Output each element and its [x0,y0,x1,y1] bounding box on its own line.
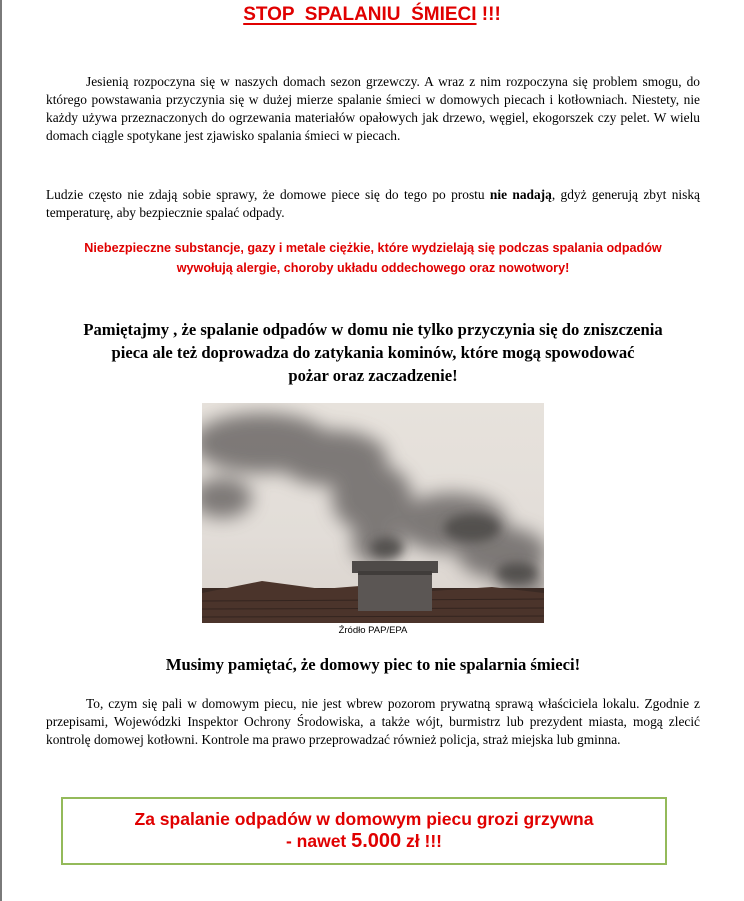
page-title [0,4,744,26]
health-warning [40,238,706,278]
inspection-paragraph: To, czym się pali w domowym piecu, nie jest wbrew pozorom prywatną sprawą właściciela lokalu. Zgodnie z przepisami, Wojewódzki Inspektor Ochrony Środowiska, a także wójt, burmistrz lub prezydent miasta, mogą zlecić kontrolę domowej kotłowni. Kontrole ma prawo przeprowadzać również policja, straż miejska lub gminna. [46,696,700,747]
fine-line-1: Za spalanie odpadów w domowym piecu grozi grzywna [134,809,594,829]
chimney-smoke-photo [202,403,544,623]
health-warning-line-1: Niebezpieczne substancje, gazy i metale ciężkie, które wydzielają się podczas spalania odpadów [84,241,662,255]
remember-notice [40,318,706,387]
title-text: STOP SPALANIU ŚMIECI [243,4,477,25]
remember-line-1: Pamiętajmy , że spalanie odpadów w domu nie tylko przyczynia się do zniszczenia [83,320,663,339]
fine-suffix: zł !!! [401,831,443,851]
fine-warning-box [61,797,667,865]
health-warning-line-2: wywołują alergie, choroby układu oddechowego oraz nowotwory! [176,261,570,275]
page-left-border [0,0,2,901]
fine-prefix: - nawet [285,831,352,851]
paragraph-2-bold: nie nadają [489,187,552,202]
intro-paragraph: Jesienią rozpoczyna się w naszych domach sezon grzewczy. A wraz z nim rozpoczyna się problem smogu, do którego powstawania przyczynia się w dużej mierze spalanie śmieci w domowych piecach i kotłowniach. Niestety, nie każdy używa przeznaczonych do ogrzewania materiałów opałowych jak drzewo, węgiel, ekogorszek czy pelet. W wielu domach ciągle spotykane jest zjawisko spalania śmieci w piecach. [46,74,700,143]
paragraph-2-start: Ludzie często nie zdają sobie sprawy, że domowe piece się do tego po prostu [46,187,490,202]
remember-line-3: pożar oraz zaczadzenie! [288,366,458,385]
title-exclamation: !!! [476,4,501,25]
fine-amount: 5.000 [351,830,402,852]
not-incinerator-heading: Musimy pamiętać, że domowy piec to nie spalarnia śmieci! [165,655,581,674]
paragraph-2-end: , gdyż generują zbyt niską temperaturę, aby bezpiecznie spalać odpady. [46,187,700,220]
stove-temperature-paragraph [46,186,700,222]
chimney-smoke-illustration [202,403,544,623]
photo-caption: Źródło PAP/EPA [338,625,408,636]
remember-line-2: pieca ale też doprowadza do zatykania kominów, które mogą spowodować [111,343,635,362]
fine-line-2 [63,830,665,852]
